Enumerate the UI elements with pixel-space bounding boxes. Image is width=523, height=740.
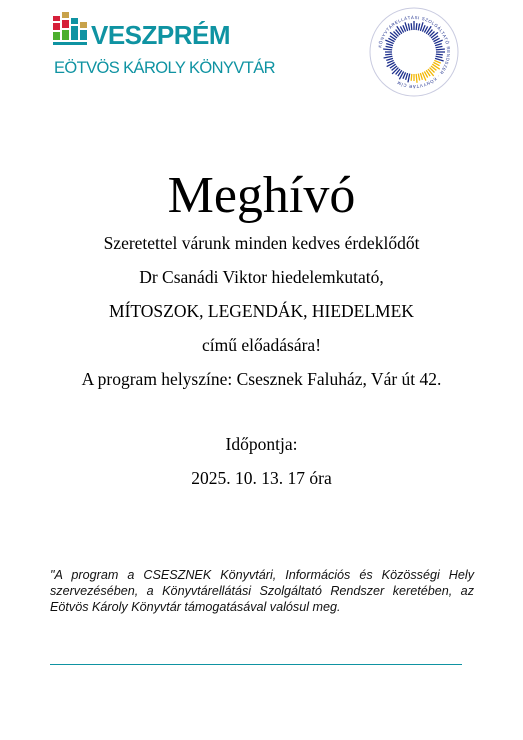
emblem-ray <box>436 46 443 47</box>
emblem-ray <box>420 73 422 80</box>
footer-divider <box>50 664 462 665</box>
venue-line: A program helyszíne: Csesznek Faluház, Vár út 42. <box>81 369 442 389</box>
emblem-ray <box>406 73 408 80</box>
emblem-ray <box>386 46 393 47</box>
emblem-ray <box>386 58 393 60</box>
emblem-ray <box>418 24 419 31</box>
emblem-ray <box>411 23 412 30</box>
page-title: Meghívó <box>167 167 356 224</box>
emblem-ray <box>385 54 392 55</box>
emblem-ray <box>411 74 412 81</box>
emblem-ray <box>386 44 393 46</box>
emblem-ray <box>408 74 410 83</box>
emblem-ray <box>384 56 393 58</box>
emblem-ring-text: KÖNYVTÁRELLÁTÁSI SZOLGÁLTATÓ RENDSZER · KÖNYVTÁR CÍM <box>377 14 452 90</box>
emblem-ray <box>416 23 417 30</box>
emblem-ray <box>418 74 419 81</box>
emblem-ray <box>435 44 442 46</box>
ksr-logo <box>362 4 466 100</box>
library-logo <box>52 10 275 80</box>
sponsor-note: "A program a CSESZNEK Könyvtári, Információs és Közösségi Hely szervezésében, a Könyvtárellátási Szolgáltató Rendszer keretében, az Eötvös Károly Könyvtár támogatásával valósul meg. <box>50 568 474 614</box>
emblem-ray <box>436 49 445 50</box>
date-label: Időpontja: <box>225 434 298 454</box>
emblem-ray <box>416 74 417 83</box>
speaker-line: Dr Csanádi Viktor hiedelemkutató, <box>139 267 384 287</box>
castle-mark-icon <box>52 10 92 50</box>
lecture-suffix: című előadására! <box>201 335 322 355</box>
ksr-emblem-icon <box>362 4 466 100</box>
emblem-ray <box>436 54 443 55</box>
invite-line: Szeretettel várunk minden kedves érdeklődőt <box>103 233 420 253</box>
logo-name: VESZPRÉM <box>91 20 231 50</box>
emblem-ray <box>383 49 392 50</box>
logo-subtitle: EÖTVÖS KÁROLY KÖNYVTÁR <box>54 59 275 77</box>
lecture-title: MÍTOSZOK, LEGENDÁK, HIEDELMEK <box>109 301 414 321</box>
emblem-ray <box>436 56 443 57</box>
emblem-ray <box>408 24 409 31</box>
date-value: 2025. 10. 13. 17 óra <box>191 468 332 488</box>
